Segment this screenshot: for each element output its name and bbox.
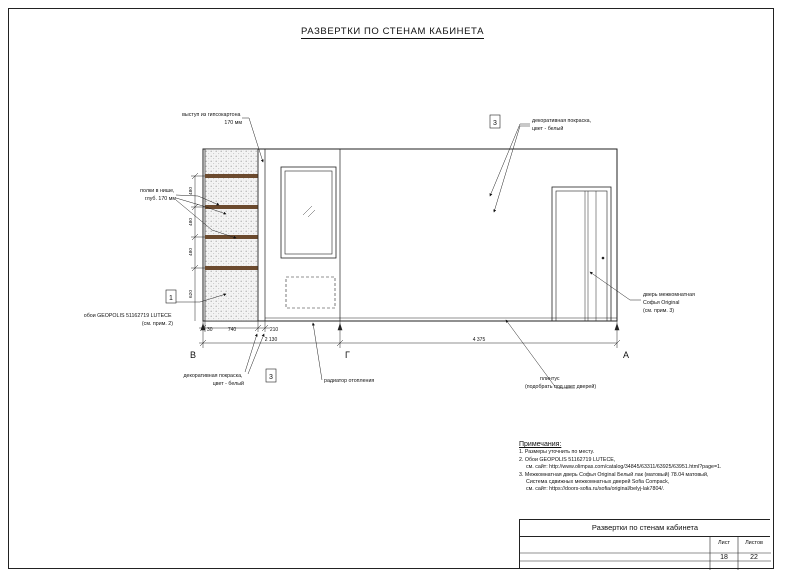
window-frame	[281, 167, 336, 258]
shelf	[205, 205, 258, 209]
note-line: см. сайт: http://www.olimpas.com/catalog/34845/63311/63925/63951.html?page=1.	[526, 464, 722, 471]
horizontal-dimensions	[199, 321, 620, 348]
callout-gkl: выступ из гипсокартона 170 мм	[182, 112, 242, 126]
notes-header: Примечания:	[519, 441, 562, 448]
callout-wallpaper: обои GEOPOLIS 51162719 LUTECE (см. прим. 2)	[83, 313, 173, 327]
axis-arrow	[615, 324, 619, 330]
axis-arrow	[201, 324, 205, 330]
window-glass	[285, 171, 332, 254]
sheet-title-text: РАЗВЕРТКИ ПО СТЕНАМ КАБИНЕТА	[300, 26, 485, 37]
callout-door: дверь межкомнатная Софья Original (см. прим. 3)	[643, 292, 695, 314]
note-line: 1. Размеры уточнить по месту.	[519, 449, 595, 456]
tag-3-bottom-label: 3	[269, 374, 273, 381]
title-block	[519, 519, 770, 569]
note-line: Система сдвижных межкомнатных дверей Sofia Compack,	[526, 479, 670, 486]
sheet-number: 18	[720, 554, 728, 561]
dim-shelf-1: 480	[189, 186, 194, 196]
callout-paint-top: декоративная покраска, цвет - белый	[532, 118, 592, 132]
callout-radiator: радиатор отопления	[324, 378, 375, 384]
tag-1-label: 1	[169, 295, 173, 302]
axis-label-a: А	[623, 350, 630, 360]
radiator	[286, 277, 335, 308]
note-line: 2. Обои GEOPOLIS 51162719 LUTECE,	[519, 456, 616, 463]
note-line: см. сайт: https://doors-sofia.ru/sofia/original/belyj-lak7804/.	[526, 486, 665, 493]
callout-paint-bottom: декоративная покраска, цвет - белый	[183, 373, 244, 387]
tag-3-top-label: 3	[493, 120, 497, 127]
sheet-label: Лист	[718, 540, 730, 546]
shelf	[205, 235, 258, 239]
sheets-total: 22	[750, 554, 758, 561]
axis-label-v: В	[190, 350, 197, 360]
dim-210: 210	[269, 327, 279, 333]
title-block-name: Развертки по стенам кабинета	[520, 520, 770, 537]
dim-shelf-2: 480	[189, 217, 194, 227]
note-line: 3. Межкомнатная дверь Софья Original Белый лак (матовый) 78.04 матовый,	[519, 471, 709, 478]
dim-total-right: 4 375	[472, 337, 486, 343]
callout-plinth: плинтус (подобрать под цвет дверей)	[525, 376, 597, 390]
callout-shelves: полки в нише, глуб. 170 мм	[140, 188, 176, 202]
dim-740: 740	[227, 327, 237, 333]
sheets-label: Листов	[745, 540, 763, 546]
dim-30: 30	[207, 327, 213, 333]
door	[552, 187, 611, 321]
axis-arrow	[338, 324, 342, 330]
shelf	[205, 174, 258, 178]
dim-shelf-3: 480	[189, 247, 194, 257]
door-handle	[602, 257, 605, 260]
axis-label-g: Г	[345, 350, 350, 360]
dim-total-left: 2 130	[264, 337, 278, 343]
notes-block	[519, 441, 769, 494]
dim-shelf-4: 620	[189, 289, 194, 299]
shelf	[205, 266, 258, 270]
